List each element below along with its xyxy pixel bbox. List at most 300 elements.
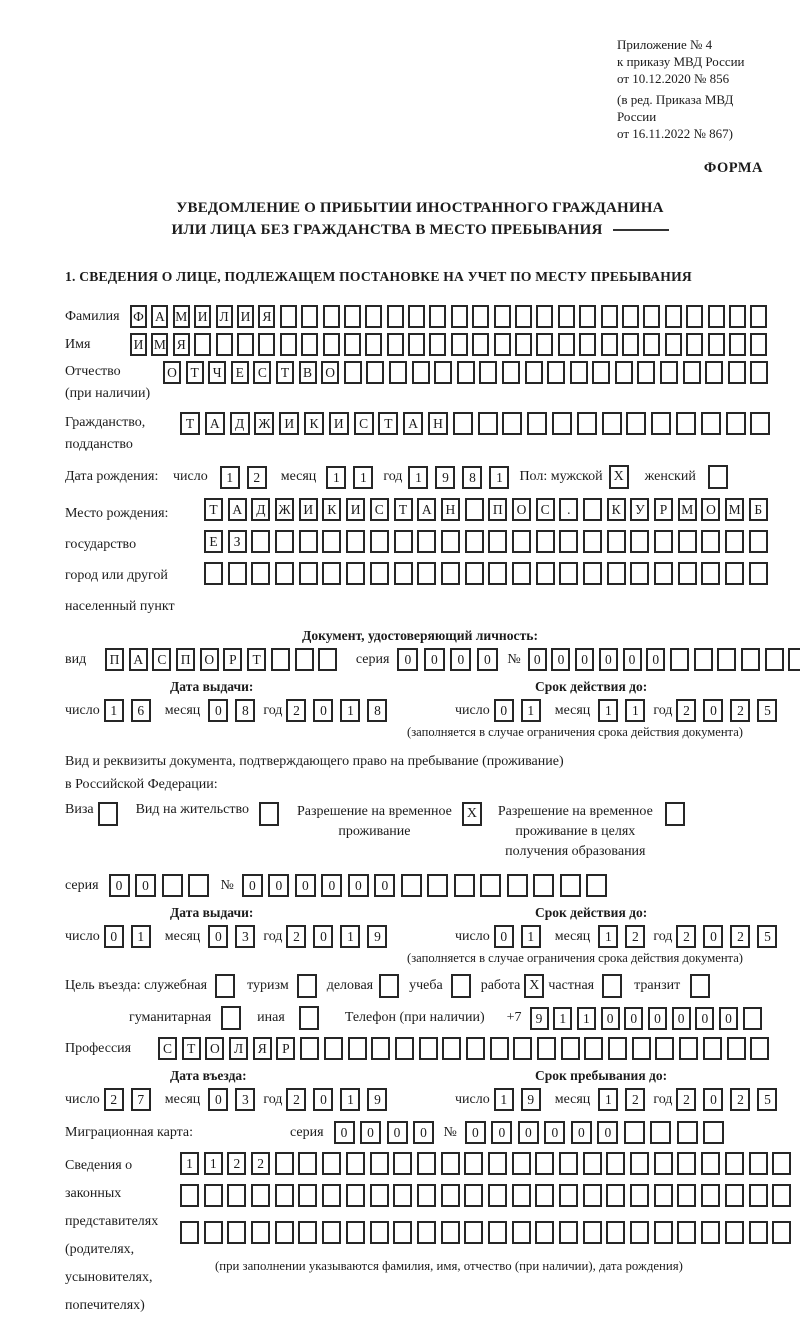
- char-cell[interactable]: 2: [286, 699, 306, 722]
- char-cell[interactable]: [370, 1221, 389, 1244]
- char-cell[interactable]: [464, 1152, 483, 1175]
- char-cell[interactable]: 0: [295, 874, 316, 897]
- char-cell[interactable]: [725, 1184, 744, 1207]
- char-cell[interactable]: [703, 1121, 724, 1144]
- char-cell[interactable]: 0: [695, 1007, 714, 1030]
- char-cell[interactable]: [717, 648, 736, 671]
- char-cell[interactable]: [417, 1221, 436, 1244]
- char-cell[interactable]: [427, 874, 448, 897]
- char-cell[interactable]: [750, 305, 767, 328]
- char-cell[interactable]: 0: [424, 648, 445, 671]
- char-cell[interactable]: [622, 333, 639, 356]
- char-cell[interactable]: [258, 333, 275, 356]
- char-cell[interactable]: 2: [251, 1152, 270, 1175]
- char-cell[interactable]: [601, 333, 618, 356]
- char-cell[interactable]: И: [329, 412, 349, 435]
- char-cell[interactable]: [677, 1152, 696, 1175]
- char-cell[interactable]: 7: [131, 1088, 151, 1111]
- char-cell[interactable]: [637, 361, 655, 384]
- char-cell[interactable]: [583, 562, 602, 585]
- char-cell[interactable]: [678, 530, 697, 553]
- char-cell[interactable]: С: [370, 498, 389, 521]
- char-cell[interactable]: [602, 412, 622, 435]
- char-cell[interactable]: [535, 1221, 554, 1244]
- char-cell[interactable]: 0: [597, 1121, 618, 1144]
- char-cell[interactable]: 0: [672, 1007, 691, 1030]
- char-cell[interactable]: [188, 874, 209, 897]
- char-cell[interactable]: [417, 1184, 436, 1207]
- char-cell[interactable]: У: [630, 498, 649, 521]
- char-cell[interactable]: 2: [730, 699, 750, 722]
- char-cell[interactable]: 0: [321, 874, 342, 897]
- char-cell[interactable]: [401, 874, 422, 897]
- char-cell[interactable]: И: [346, 498, 365, 521]
- char-cell[interactable]: [451, 333, 468, 356]
- char-cell[interactable]: [772, 1152, 791, 1175]
- char-cell[interactable]: [162, 874, 183, 897]
- char-cell[interactable]: 1: [326, 466, 346, 489]
- char-cell[interactable]: [536, 530, 555, 553]
- char-cell[interactable]: [494, 305, 511, 328]
- char-cell[interactable]: [507, 874, 528, 897]
- char-cell[interactable]: [624, 1121, 645, 1144]
- char-cell[interactable]: [251, 1184, 270, 1207]
- char-cell[interactable]: [749, 1221, 768, 1244]
- char-cell[interactable]: [472, 333, 489, 356]
- char-cell[interactable]: Ж: [254, 412, 274, 435]
- char-cell[interactable]: 2: [625, 925, 645, 948]
- char-cell[interactable]: [408, 333, 425, 356]
- char-cell[interactable]: 8: [367, 699, 387, 722]
- char-cell[interactable]: [417, 562, 436, 585]
- char-cell[interactable]: [204, 1221, 223, 1244]
- char-cell[interactable]: 0: [599, 648, 618, 671]
- char-cell[interactable]: 2: [676, 699, 696, 722]
- char-cell[interactable]: [465, 530, 484, 553]
- char-cell[interactable]: [417, 530, 436, 553]
- char-cell[interactable]: [765, 648, 784, 671]
- char-cell[interactable]: 0: [348, 874, 369, 897]
- char-cell[interactable]: [346, 562, 365, 585]
- char-cell[interactable]: [788, 648, 800, 671]
- char-cell[interactable]: [346, 1221, 365, 1244]
- char-cell[interactable]: [535, 1152, 554, 1175]
- char-cell[interactable]: 1: [625, 699, 645, 722]
- char-cell[interactable]: [583, 1152, 602, 1175]
- char-cell[interactable]: [654, 562, 673, 585]
- char-cell[interactable]: [536, 333, 553, 356]
- char-cell[interactable]: И: [130, 333, 147, 356]
- char-cell[interactable]: [298, 1152, 317, 1175]
- purpose-other-checkbox[interactable]: [299, 1006, 319, 1030]
- char-cell[interactable]: [299, 562, 318, 585]
- char-cell[interactable]: [701, 562, 720, 585]
- char-cell[interactable]: Е: [204, 530, 223, 553]
- char-cell[interactable]: 0: [360, 1121, 381, 1144]
- char-cell[interactable]: [442, 1037, 461, 1060]
- residence-permit-checkbox[interactable]: [259, 802, 279, 826]
- char-cell[interactable]: И: [194, 305, 211, 328]
- char-cell[interactable]: [558, 305, 575, 328]
- char-cell[interactable]: 1: [494, 1088, 514, 1111]
- char-cell[interactable]: .: [559, 498, 578, 521]
- char-cell[interactable]: [366, 361, 384, 384]
- char-cell[interactable]: [429, 333, 446, 356]
- char-cell[interactable]: [750, 412, 770, 435]
- char-cell[interactable]: [515, 305, 532, 328]
- char-cell[interactable]: [677, 1121, 698, 1144]
- char-cell[interactable]: [451, 305, 468, 328]
- char-cell[interactable]: [703, 1037, 722, 1060]
- char-cell[interactable]: 1: [598, 1088, 618, 1111]
- char-cell[interactable]: [454, 874, 475, 897]
- char-cell[interactable]: [323, 305, 340, 328]
- purpose-study-checkbox[interactable]: [451, 974, 471, 998]
- char-cell[interactable]: 0: [491, 1121, 512, 1144]
- char-cell[interactable]: [608, 1037, 627, 1060]
- char-cell[interactable]: [586, 874, 607, 897]
- char-cell[interactable]: [370, 530, 389, 553]
- char-cell[interactable]: [512, 1152, 531, 1175]
- char-cell[interactable]: [216, 333, 233, 356]
- char-cell[interactable]: [665, 333, 682, 356]
- char-cell[interactable]: Т: [378, 412, 398, 435]
- char-cell[interactable]: 0: [208, 925, 228, 948]
- char-cell[interactable]: 0: [413, 1121, 434, 1144]
- char-cell[interactable]: [525, 361, 543, 384]
- char-cell[interactable]: [204, 562, 223, 585]
- char-cell[interactable]: [654, 530, 673, 553]
- char-cell[interactable]: [394, 530, 413, 553]
- char-cell[interactable]: [295, 648, 314, 671]
- char-cell[interactable]: Л: [229, 1037, 248, 1060]
- char-cell[interactable]: [705, 361, 723, 384]
- char-cell[interactable]: [457, 361, 475, 384]
- char-cell[interactable]: [502, 412, 522, 435]
- char-cell[interactable]: [488, 1184, 507, 1207]
- char-cell[interactable]: [180, 1184, 199, 1207]
- char-cell[interactable]: 0: [313, 699, 333, 722]
- char-cell[interactable]: [654, 1152, 673, 1175]
- purpose-tourism-checkbox[interactable]: [297, 974, 317, 998]
- char-cell[interactable]: [365, 333, 382, 356]
- char-cell[interactable]: [559, 1152, 578, 1175]
- char-cell[interactable]: [743, 1007, 762, 1030]
- char-cell[interactable]: Р: [654, 498, 673, 521]
- char-cell[interactable]: [387, 305, 404, 328]
- char-cell[interactable]: 0: [397, 648, 418, 671]
- char-cell[interactable]: [494, 333, 511, 356]
- char-cell[interactable]: [547, 361, 565, 384]
- char-cell[interactable]: [393, 1152, 412, 1175]
- char-cell[interactable]: [395, 1037, 414, 1060]
- char-cell[interactable]: 0: [518, 1121, 539, 1144]
- char-cell[interactable]: [271, 648, 290, 671]
- char-cell[interactable]: 0: [494, 925, 514, 948]
- char-cell[interactable]: 0: [109, 874, 130, 897]
- char-cell[interactable]: [606, 1184, 625, 1207]
- char-cell[interactable]: 0: [571, 1121, 592, 1144]
- char-cell[interactable]: [583, 498, 602, 521]
- char-cell[interactable]: 2: [227, 1152, 246, 1175]
- char-cell[interactable]: [394, 562, 413, 585]
- char-cell[interactable]: [275, 1221, 294, 1244]
- char-cell[interactable]: О: [163, 361, 181, 384]
- char-cell[interactable]: [558, 333, 575, 356]
- char-cell[interactable]: [346, 1184, 365, 1207]
- char-cell[interactable]: 0: [450, 648, 471, 671]
- char-cell[interactable]: [729, 333, 746, 356]
- char-cell[interactable]: [441, 530, 460, 553]
- char-cell[interactable]: 1: [408, 466, 428, 489]
- char-cell[interactable]: [322, 1221, 341, 1244]
- purpose-work-checkbox[interactable]: X: [524, 974, 544, 998]
- char-cell[interactable]: 1: [104, 699, 124, 722]
- char-cell[interactable]: [344, 305, 361, 328]
- char-cell[interactable]: [393, 1184, 412, 1207]
- char-cell[interactable]: 0: [703, 925, 723, 948]
- char-cell[interactable]: 0: [528, 648, 547, 671]
- char-cell[interactable]: Б: [749, 498, 768, 521]
- char-cell[interactable]: К: [304, 412, 324, 435]
- char-cell[interactable]: [318, 648, 337, 671]
- char-cell[interactable]: Е: [231, 361, 249, 384]
- char-cell[interactable]: [643, 305, 660, 328]
- char-cell[interactable]: [670, 648, 689, 671]
- char-cell[interactable]: О: [321, 361, 339, 384]
- char-cell[interactable]: [678, 562, 697, 585]
- char-cell[interactable]: 0: [374, 874, 395, 897]
- char-cell[interactable]: [502, 361, 520, 384]
- char-cell[interactable]: [370, 1184, 389, 1207]
- char-cell[interactable]: [536, 305, 553, 328]
- char-cell[interactable]: 2: [730, 925, 750, 948]
- char-cell[interactable]: В: [299, 361, 317, 384]
- char-cell[interactable]: [434, 361, 452, 384]
- char-cell[interactable]: [584, 1037, 603, 1060]
- char-cell[interactable]: [607, 530, 626, 553]
- male-checkbox[interactable]: X: [609, 465, 629, 489]
- char-cell[interactable]: [559, 530, 578, 553]
- char-cell[interactable]: 0: [465, 1121, 486, 1144]
- char-cell[interactable]: Я: [253, 1037, 272, 1060]
- char-cell[interactable]: [655, 1037, 674, 1060]
- char-cell[interactable]: [478, 412, 498, 435]
- char-cell[interactable]: [441, 1221, 460, 1244]
- char-cell[interactable]: 0: [477, 648, 498, 671]
- char-cell[interactable]: [417, 1152, 436, 1175]
- char-cell[interactable]: [552, 412, 572, 435]
- char-cell[interactable]: [535, 1184, 554, 1207]
- char-cell[interactable]: [512, 530, 531, 553]
- char-cell[interactable]: 1: [131, 925, 151, 948]
- char-cell[interactable]: [683, 361, 701, 384]
- char-cell[interactable]: О: [200, 648, 219, 671]
- char-cell[interactable]: [441, 1152, 460, 1175]
- char-cell[interactable]: 2: [625, 1088, 645, 1111]
- temp-edu-permit-checkbox[interactable]: [665, 802, 685, 826]
- char-cell[interactable]: К: [322, 498, 341, 521]
- char-cell[interactable]: [601, 305, 618, 328]
- char-cell[interactable]: [626, 412, 646, 435]
- char-cell[interactable]: [227, 1184, 246, 1207]
- char-cell[interactable]: [180, 1221, 199, 1244]
- char-cell[interactable]: [741, 648, 760, 671]
- char-cell[interactable]: [676, 412, 696, 435]
- char-cell[interactable]: [725, 562, 744, 585]
- char-cell[interactable]: Н: [441, 498, 460, 521]
- char-cell[interactable]: [346, 1152, 365, 1175]
- char-cell[interactable]: [725, 1152, 744, 1175]
- char-cell[interactable]: Ч: [208, 361, 226, 384]
- purpose-business-checkbox[interactable]: [379, 974, 399, 998]
- char-cell[interactable]: [371, 1037, 390, 1060]
- char-cell[interactable]: 9: [530, 1007, 549, 1030]
- char-cell[interactable]: [480, 874, 501, 897]
- char-cell[interactable]: [630, 530, 649, 553]
- char-cell[interactable]: [537, 1037, 556, 1060]
- char-cell[interactable]: 9: [367, 1088, 387, 1111]
- char-cell[interactable]: И: [299, 498, 318, 521]
- char-cell[interactable]: Т: [180, 412, 200, 435]
- char-cell[interactable]: 0: [703, 699, 723, 722]
- char-cell[interactable]: Т: [276, 361, 294, 384]
- char-cell[interactable]: [728, 361, 746, 384]
- char-cell[interactable]: [453, 412, 473, 435]
- char-cell[interactable]: [749, 562, 768, 585]
- char-cell[interactable]: 1: [180, 1152, 199, 1175]
- char-cell[interactable]: [749, 1184, 768, 1207]
- char-cell[interactable]: С: [152, 648, 171, 671]
- char-cell[interactable]: 0: [719, 1007, 738, 1030]
- char-cell[interactable]: [346, 530, 365, 553]
- char-cell[interactable]: 0: [646, 648, 665, 671]
- char-cell[interactable]: [725, 1221, 744, 1244]
- purpose-official-checkbox[interactable]: [215, 974, 235, 998]
- char-cell[interactable]: [227, 1221, 246, 1244]
- purpose-transit-checkbox[interactable]: [690, 974, 710, 998]
- char-cell[interactable]: [429, 305, 446, 328]
- char-cell[interactable]: 9: [521, 1088, 541, 1111]
- char-cell[interactable]: [701, 1221, 720, 1244]
- char-cell[interactable]: [490, 1037, 509, 1060]
- char-cell[interactable]: [560, 874, 581, 897]
- char-cell[interactable]: [559, 562, 578, 585]
- char-cell[interactable]: [512, 1221, 531, 1244]
- char-cell[interactable]: [393, 1221, 412, 1244]
- char-cell[interactable]: 1: [220, 466, 240, 489]
- char-cell[interactable]: 1: [521, 699, 541, 722]
- char-cell[interactable]: [630, 1221, 649, 1244]
- char-cell[interactable]: [686, 305, 703, 328]
- char-cell[interactable]: 9: [435, 466, 455, 489]
- char-cell[interactable]: [370, 562, 389, 585]
- char-cell[interactable]: 5: [757, 699, 777, 722]
- char-cell[interactable]: 1: [598, 925, 618, 948]
- char-cell[interactable]: 1: [340, 925, 360, 948]
- char-cell[interactable]: 1: [577, 1007, 596, 1030]
- char-cell[interactable]: 8: [235, 699, 255, 722]
- char-cell[interactable]: [298, 1221, 317, 1244]
- char-cell[interactable]: 0: [313, 1088, 333, 1111]
- char-cell[interactable]: П: [105, 648, 124, 671]
- char-cell[interactable]: А: [417, 498, 436, 521]
- char-cell[interactable]: [726, 412, 746, 435]
- char-cell[interactable]: А: [228, 498, 247, 521]
- char-cell[interactable]: Я: [173, 333, 190, 356]
- char-cell[interactable]: [750, 1037, 769, 1060]
- char-cell[interactable]: Р: [276, 1037, 295, 1060]
- char-cell[interactable]: 6: [131, 699, 151, 722]
- char-cell[interactable]: [301, 305, 318, 328]
- char-cell[interactable]: 1: [340, 1088, 360, 1111]
- char-cell[interactable]: [465, 562, 484, 585]
- char-cell[interactable]: [204, 1184, 223, 1207]
- char-cell[interactable]: [643, 333, 660, 356]
- char-cell[interactable]: [324, 1037, 343, 1060]
- char-cell[interactable]: [512, 562, 531, 585]
- char-cell[interactable]: [298, 1184, 317, 1207]
- char-cell[interactable]: [513, 1037, 532, 1060]
- char-cell[interactable]: А: [205, 412, 225, 435]
- char-cell[interactable]: Т: [247, 648, 266, 671]
- char-cell[interactable]: [654, 1184, 673, 1207]
- char-cell[interactable]: [772, 1184, 791, 1207]
- char-cell[interactable]: [579, 305, 596, 328]
- char-cell[interactable]: [606, 1152, 625, 1175]
- char-cell[interactable]: [701, 1184, 720, 1207]
- char-cell[interactable]: 0: [494, 699, 514, 722]
- char-cell[interactable]: [583, 530, 602, 553]
- char-cell[interactable]: С: [354, 412, 374, 435]
- char-cell[interactable]: [370, 1152, 389, 1175]
- char-cell[interactable]: [441, 562, 460, 585]
- char-cell[interactable]: О: [701, 498, 720, 521]
- char-cell[interactable]: П: [176, 648, 195, 671]
- char-cell[interactable]: 0: [313, 925, 333, 948]
- char-cell[interactable]: [228, 562, 247, 585]
- char-cell[interactable]: [630, 1152, 649, 1175]
- char-cell[interactable]: З: [228, 530, 247, 553]
- char-cell[interactable]: [512, 1184, 531, 1207]
- char-cell[interactable]: 2: [247, 466, 267, 489]
- char-cell[interactable]: Д: [230, 412, 250, 435]
- char-cell[interactable]: [708, 333, 725, 356]
- char-cell[interactable]: [749, 530, 768, 553]
- char-cell[interactable]: [570, 361, 588, 384]
- char-cell[interactable]: [679, 1037, 698, 1060]
- char-cell[interactable]: М: [151, 333, 168, 356]
- char-cell[interactable]: [577, 412, 597, 435]
- char-cell[interactable]: Т: [182, 1037, 201, 1060]
- char-cell[interactable]: 0: [575, 648, 594, 671]
- char-cell[interactable]: С: [253, 361, 271, 384]
- char-cell[interactable]: 5: [757, 925, 777, 948]
- char-cell[interactable]: [622, 305, 639, 328]
- char-cell[interactable]: 0: [208, 699, 228, 722]
- char-cell[interactable]: [472, 305, 489, 328]
- char-cell[interactable]: [251, 562, 270, 585]
- char-cell[interactable]: 0: [601, 1007, 620, 1030]
- char-cell[interactable]: П: [488, 498, 507, 521]
- char-cell[interactable]: [607, 562, 626, 585]
- char-cell[interactable]: [464, 1184, 483, 1207]
- char-cell[interactable]: А: [403, 412, 423, 435]
- char-cell[interactable]: [677, 1184, 696, 1207]
- char-cell[interactable]: [237, 333, 254, 356]
- char-cell[interactable]: 2: [730, 1088, 750, 1111]
- char-cell[interactable]: [275, 530, 294, 553]
